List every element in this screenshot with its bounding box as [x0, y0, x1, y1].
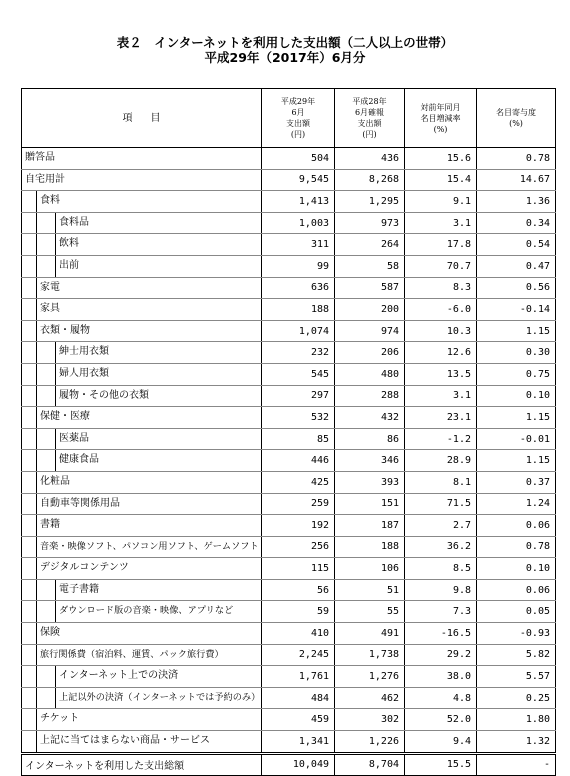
row-contribution: 5.82 [477, 644, 556, 666]
row-label-cell [22, 450, 262, 472]
row-value-2016: 974 [335, 320, 405, 342]
row-indent [36, 645, 261, 666]
row-label-cell [22, 148, 262, 170]
row-contribution: 0.25 [477, 687, 556, 709]
row-value-2016: 432 [335, 407, 405, 429]
row-contribution: 0.78 [477, 536, 556, 558]
header-line: 名目増減率 [420, 113, 461, 123]
row-value-2016: 106 [335, 558, 405, 580]
row-label: 婦人用衣類 [59, 367, 109, 379]
header-line: (%) [433, 124, 448, 134]
row-label-cell [22, 255, 262, 277]
row-value-2016: 587 [335, 277, 405, 299]
row-value-2017: 85 [262, 428, 335, 450]
header-line: 平成29年 [280, 97, 316, 106]
row-rate: 29.2 [405, 644, 477, 666]
row-label: 自宅用計 [25, 173, 65, 185]
table-row [22, 558, 556, 580]
row-label-cell [22, 623, 262, 645]
row-contribution: 0.10 [477, 385, 556, 407]
row-indent-inner [55, 364, 261, 385]
table-row [22, 428, 556, 450]
expenditure-table [21, 88, 556, 776]
row-value-2016: 1,276 [335, 666, 405, 688]
row-label-cell [22, 191, 262, 213]
row-label-cell [22, 666, 262, 688]
row-value-2017: 1,074 [262, 320, 335, 342]
row-value-2016: 346 [335, 450, 405, 472]
row-value-2016: 58 [335, 255, 405, 277]
row-rate: 13.5 [405, 363, 477, 385]
row-indent-inner [55, 256, 261, 277]
row-value-2017: 99 [262, 255, 335, 277]
row-label-cell [22, 385, 262, 407]
table-row [22, 212, 556, 234]
row-contribution: 0.56 [477, 277, 556, 299]
header-item: 項目 [22, 89, 262, 148]
row-indent-inner [55, 601, 261, 622]
row-contribution: -0.01 [477, 428, 556, 450]
row-rate: -6.0 [405, 299, 477, 321]
row-contribution: -0.93 [477, 623, 556, 645]
row-rate: -1.2 [405, 428, 477, 450]
row-label-cell [22, 493, 262, 515]
header-line: (%) [509, 119, 523, 128]
table-row [22, 601, 556, 623]
row-value-2017: 9,545 [262, 169, 335, 191]
table-row [22, 255, 556, 277]
row-label-cell [22, 277, 262, 299]
row-contribution: 5.57 [477, 666, 556, 688]
row-indent [36, 213, 261, 234]
row-value-2017: 1,341 [262, 731, 335, 754]
row-label-cell [22, 601, 262, 623]
row-value-2017: 425 [262, 471, 335, 493]
row-indent [22, 148, 261, 169]
header-line: 対前年同月 [420, 102, 461, 112]
row-indent [36, 278, 261, 299]
row-label: ダウンロード版の音楽・映像、アプリなど [59, 605, 234, 617]
row-label: 化粧品 [40, 475, 70, 487]
table-row [22, 709, 556, 731]
header-line: 6月確報 [354, 108, 385, 117]
row-rate: 3.1 [405, 385, 477, 407]
row-contribution: 1.15 [477, 450, 556, 472]
row-contribution: 0.34 [477, 212, 556, 234]
table-row [22, 385, 556, 407]
row-value-2016: 264 [335, 234, 405, 256]
row-value-2016: 1,226 [335, 731, 405, 754]
row-rate: 8.1 [405, 471, 477, 493]
row-rate: 8.3 [405, 277, 477, 299]
row-value-2016: 973 [335, 212, 405, 234]
row-value-2016: 1,295 [335, 191, 405, 213]
row-contribution: 1.24 [477, 493, 556, 515]
table-row [22, 666, 556, 688]
row-value-2017: 2,245 [262, 644, 335, 666]
row-value-2016: 151 [335, 493, 405, 515]
row-value-2017: 297 [262, 385, 335, 407]
row-label-cell [22, 687, 262, 709]
table-row [22, 687, 556, 709]
row-rate: 7.3 [405, 601, 477, 623]
row-contribution: 0.78 [477, 148, 556, 170]
row-indent [36, 580, 261, 601]
table-row [22, 234, 556, 256]
row-label-cell [22, 471, 262, 493]
row-value-2016: 288 [335, 385, 405, 407]
row-label: 食料品 [59, 216, 89, 228]
table-title: 表２ インターネットを利用した支出額（二人以上の世帯） [116, 35, 454, 50]
table-row [22, 731, 556, 754]
row-indent [36, 731, 261, 752]
row-indent [36, 342, 261, 363]
row-value-2016: 1,738 [335, 644, 405, 666]
row-indent [36, 407, 261, 428]
table-subtitle: 平成29年（2017年）6月分 [204, 50, 366, 65]
row-rate: 12.6 [405, 342, 477, 364]
row-label: 上記に当てはまらない商品・サービス [40, 735, 210, 747]
row-indent [36, 623, 261, 644]
row-label-cell [22, 515, 262, 537]
row-label: インターネット上での決済 [59, 670, 179, 682]
row-indent-inner [55, 386, 261, 407]
row-value-2016: 491 [335, 623, 405, 645]
table-row [22, 342, 556, 364]
table-row [22, 493, 556, 515]
row-value-2016: 206 [335, 342, 405, 364]
row-value-2017: 311 [262, 234, 335, 256]
row-label: 家具 [40, 303, 60, 315]
row-label: 飲料 [59, 238, 79, 250]
row-label-cell [22, 579, 262, 601]
table-row [22, 579, 556, 601]
row-contribution: 0.06 [477, 515, 556, 537]
row-value-2016: 8,268 [335, 169, 405, 191]
row-value-2016: 480 [335, 363, 405, 385]
header-col-rate [405, 89, 477, 148]
row-rate: 17.8 [405, 234, 477, 256]
total-rate: 15.5 [405, 753, 477, 775]
row-contribution: 0.30 [477, 342, 556, 364]
row-indent [36, 256, 261, 277]
row-value-2016: 393 [335, 471, 405, 493]
row-contribution: 0.37 [477, 471, 556, 493]
row-label: チケット [40, 713, 80, 725]
row-indent [36, 688, 261, 709]
row-label: 保健・医療 [40, 411, 90, 423]
header-line: 支出額 [357, 119, 382, 128]
row-indent [36, 494, 261, 515]
row-value-2017: 259 [262, 493, 335, 515]
row-rate: 4.8 [405, 687, 477, 709]
total-row [22, 753, 556, 775]
row-label-cell [22, 428, 262, 450]
row-value-2016: 51 [335, 579, 405, 601]
table-row [22, 644, 556, 666]
table-row [22, 277, 556, 299]
row-label-cell [22, 644, 262, 666]
row-value-2017: 115 [262, 558, 335, 580]
table-row [22, 363, 556, 385]
row-label: 上記以外の決済（インターネットでは予約のみ） [59, 691, 261, 703]
row-value-2017: 532 [262, 407, 335, 429]
row-label: 電子書籍 [59, 583, 99, 595]
row-indent-inner [55, 666, 261, 687]
row-indent [36, 472, 261, 493]
row-value-2017: 1,003 [262, 212, 335, 234]
row-value-2016: 302 [335, 709, 405, 731]
row-value-2016: 462 [335, 687, 405, 709]
row-indent-inner [55, 429, 261, 450]
row-value-2017: 192 [262, 515, 335, 537]
row-value-2016: 187 [335, 515, 405, 537]
header-col-contribution [477, 89, 556, 148]
total-2016: 8,704 [335, 753, 405, 775]
row-label: 自動車等関係用品 [40, 497, 120, 509]
header-line: 支出額 [286, 119, 310, 128]
row-indent [36, 601, 261, 622]
row-rate: 70.7 [405, 255, 477, 277]
row-indent [22, 170, 261, 191]
row-indent [36, 234, 261, 255]
row-value-2017: 545 [262, 363, 335, 385]
row-value-2017: 256 [262, 536, 335, 558]
row-indent-inner [55, 580, 261, 601]
row-contribution: -0.14 [477, 299, 556, 321]
row-rate: 9.1 [405, 191, 477, 213]
row-label-cell [22, 558, 262, 580]
row-contribution: 0.10 [477, 558, 556, 580]
row-value-2017: 56 [262, 579, 335, 601]
row-indent [36, 429, 261, 450]
row-rate: 3.1 [405, 212, 477, 234]
row-label: 紳士用衣類 [59, 346, 109, 358]
row-indent [36, 709, 261, 730]
row-label: 衣類・履物 [40, 324, 90, 336]
row-value-2016: 55 [335, 601, 405, 623]
row-label: 出前 [59, 259, 79, 271]
row-rate: 2.7 [405, 515, 477, 537]
row-label: 贈答品 [25, 152, 55, 163]
row-label-cell [22, 342, 262, 364]
row-value-2017: 232 [262, 342, 335, 364]
row-contribution: 1.15 [477, 407, 556, 429]
row-label-cell [22, 536, 262, 558]
header-line: 平成28年 [352, 97, 387, 106]
row-indent [36, 450, 261, 471]
row-indent [36, 321, 261, 342]
table-row [22, 169, 556, 191]
row-value-2016: 188 [335, 536, 405, 558]
row-contribution: 0.05 [477, 601, 556, 623]
row-rate: 36.2 [405, 536, 477, 558]
row-label: 食料 [40, 195, 60, 207]
row-value-2017: 459 [262, 709, 335, 731]
row-label-cell [22, 234, 262, 256]
row-label-cell [22, 320, 262, 342]
table-row [22, 407, 556, 429]
row-indent-inner [55, 450, 261, 471]
row-rate: 8.5 [405, 558, 477, 580]
header-col-2017 [262, 89, 335, 148]
header-line: (円) [362, 130, 377, 139]
row-rate: 23.1 [405, 407, 477, 429]
table-row [22, 623, 556, 645]
row-rate: 28.9 [405, 450, 477, 472]
row-label: 書籍 [40, 519, 60, 531]
row-contribution: 0.75 [477, 363, 556, 385]
table-row [22, 320, 556, 342]
row-value-2017: 188 [262, 299, 335, 321]
row-label-cell [22, 407, 262, 429]
row-contribution: 14.67 [477, 169, 556, 191]
row-contribution: 1.36 [477, 191, 556, 213]
header-row [22, 89, 556, 148]
row-label: 保険 [40, 627, 60, 639]
row-contribution: 1.32 [477, 731, 556, 754]
row-indent [36, 558, 261, 579]
row-contribution: 0.06 [477, 579, 556, 601]
row-rate: 9.8 [405, 579, 477, 601]
row-label: デジタルコンテンツ [40, 562, 129, 574]
row-label: 音楽・映像ソフト、パソコン用ソフト、ゲームソフト [40, 540, 259, 552]
row-rate: 9.4 [405, 731, 477, 754]
row-value-2017: 636 [262, 277, 335, 299]
row-value-2016: 436 [335, 148, 405, 170]
row-value-2017: 410 [262, 623, 335, 645]
row-rate: 52.0 [405, 709, 477, 731]
row-indent [36, 299, 261, 320]
row-value-2016: 200 [335, 299, 405, 321]
header-col-2016 [335, 89, 405, 148]
row-rate: 10.3 [405, 320, 477, 342]
row-contribution: 1.15 [477, 320, 556, 342]
row-rate: -16.5 [405, 623, 477, 645]
total-2017: 10,049 [262, 753, 335, 775]
row-indent-inner [55, 688, 261, 709]
header-line: 名目寄与度 [496, 108, 536, 117]
row-label-cell [22, 169, 262, 191]
header-line: (円) [290, 130, 306, 139]
row-value-2017: 1,413 [262, 191, 335, 213]
row-rate: 71.5 [405, 493, 477, 515]
total-contribution: - [477, 753, 556, 775]
row-indent [36, 191, 261, 212]
row-contribution: 1.80 [477, 709, 556, 731]
table-row [22, 191, 556, 213]
row-label-cell [22, 363, 262, 385]
row-value-2017: 504 [262, 148, 335, 170]
row-indent [36, 386, 261, 407]
row-indent-inner [55, 213, 261, 234]
row-indent-inner [55, 234, 261, 255]
row-value-2017: 59 [262, 601, 335, 623]
header-line: 6月 [291, 108, 305, 117]
row-label-cell [22, 709, 262, 731]
row-label-cell [22, 299, 262, 321]
row-contribution: 0.54 [477, 234, 556, 256]
row-rate: 15.4 [405, 169, 477, 191]
row-indent [36, 666, 261, 687]
table-row [22, 148, 556, 170]
row-rate: 15.6 [405, 148, 477, 170]
row-label: 旅行関係費（宿泊料、運賃、パック旅行費） [40, 648, 224, 660]
total-label: インターネットを利用した支出総額 [22, 753, 262, 775]
table-row [22, 536, 556, 558]
row-value-2017: 484 [262, 687, 335, 709]
row-label: 家電 [40, 281, 60, 293]
row-indent-inner [55, 342, 261, 363]
row-label-cell [22, 212, 262, 234]
row-rate: 38.0 [405, 666, 477, 688]
row-value-2017: 1,761 [262, 666, 335, 688]
row-indent [36, 515, 261, 536]
table-row [22, 471, 556, 493]
table-row [22, 299, 556, 321]
row-value-2016: 86 [335, 428, 405, 450]
row-label: 履物・その他の衣類 [59, 389, 149, 401]
row-indent [36, 364, 261, 385]
table-row [22, 450, 556, 472]
row-label: 医薬品 [59, 432, 89, 444]
row-contribution: 0.47 [477, 255, 556, 277]
row-indent [36, 537, 261, 558]
table-row [22, 515, 556, 537]
row-label-cell [22, 731, 262, 754]
row-label: 健康食品 [59, 454, 99, 466]
row-value-2017: 446 [262, 450, 335, 472]
